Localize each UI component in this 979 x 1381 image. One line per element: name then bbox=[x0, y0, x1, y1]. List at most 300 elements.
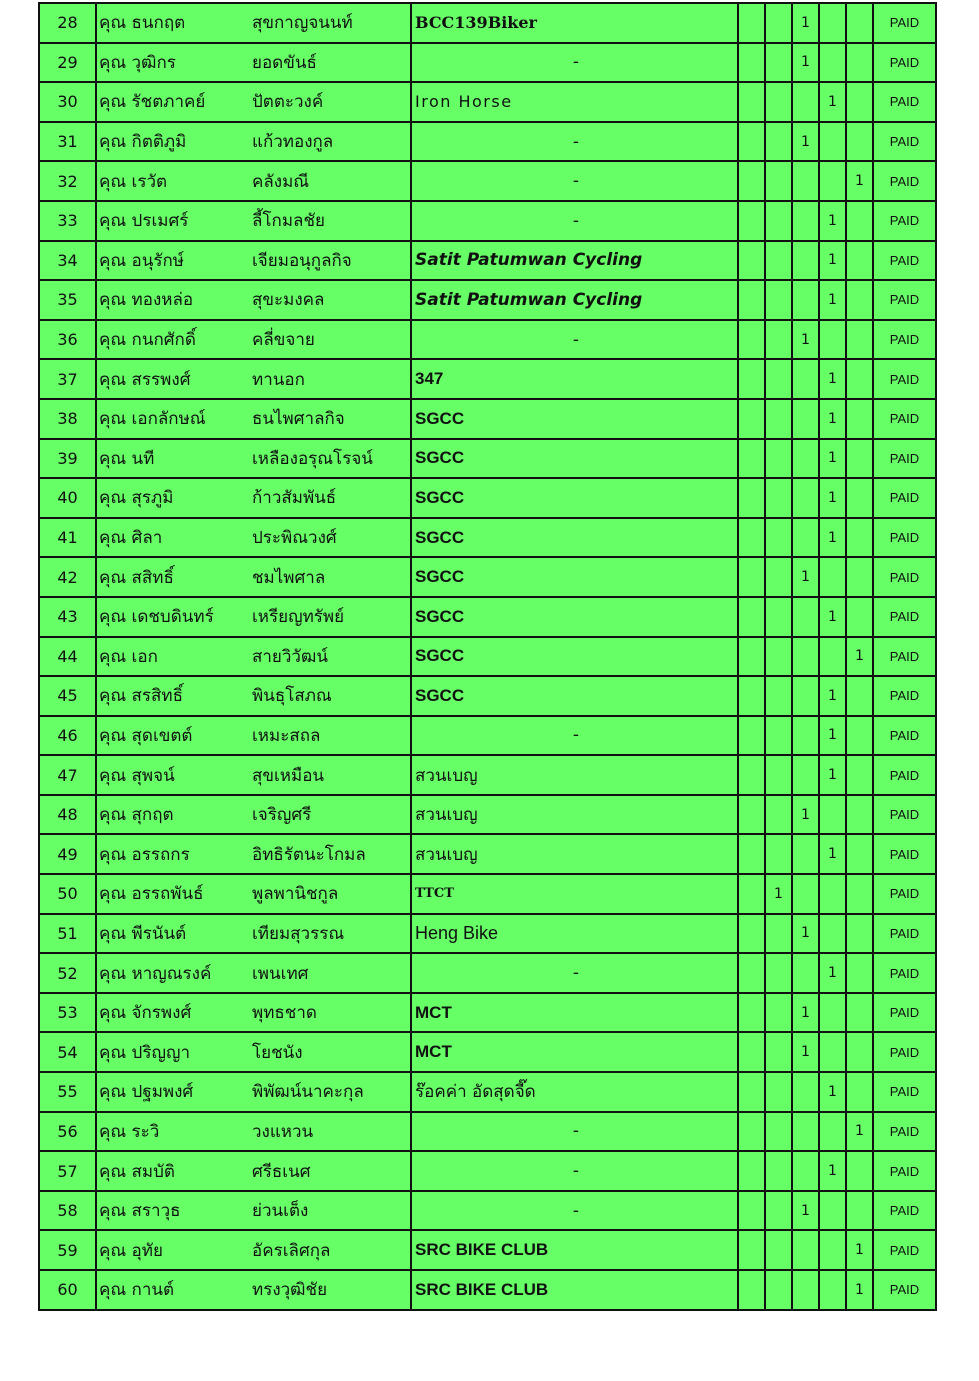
first-name: คุณ สุพจน์ bbox=[96, 755, 248, 795]
table-row bbox=[39, 280, 936, 320]
row-number: 49 bbox=[39, 834, 96, 874]
category-cell bbox=[738, 716, 765, 756]
table-row bbox=[39, 597, 936, 637]
table-row bbox=[39, 82, 936, 122]
table-row bbox=[39, 359, 936, 399]
category-cell bbox=[738, 953, 765, 993]
category-cell bbox=[819, 993, 846, 1033]
first-name: คุณ จักรพงศ์ bbox=[96, 993, 248, 1033]
category-cell bbox=[738, 597, 765, 637]
category-cell bbox=[765, 3, 792, 43]
payment-status: PAID bbox=[873, 874, 936, 914]
category-cell bbox=[765, 161, 792, 201]
category-cell bbox=[738, 399, 765, 439]
category-cell bbox=[846, 1032, 873, 1072]
category-cell bbox=[819, 795, 846, 835]
category-cell bbox=[792, 676, 819, 716]
category-cell bbox=[819, 320, 846, 360]
last-name: เจียมอนุกูลกิจ bbox=[248, 241, 411, 281]
category-cell bbox=[792, 359, 819, 399]
team-name: TTCT bbox=[411, 874, 738, 914]
category-cell bbox=[738, 161, 765, 201]
row-number: 52 bbox=[39, 953, 96, 993]
category-cell: 1 bbox=[765, 874, 792, 914]
payment-status: PAID bbox=[873, 1032, 936, 1072]
first-name: คุณ หาญณรงค์ bbox=[96, 953, 248, 993]
category-cell: 1 bbox=[792, 43, 819, 83]
category-cell bbox=[792, 439, 819, 479]
team-name: Satit Patumwan Cycling bbox=[411, 241, 738, 281]
category-cell: 1 bbox=[819, 1151, 846, 1191]
last-name: พิพัฒน์นาคะกุล bbox=[248, 1072, 411, 1112]
category-cell bbox=[765, 1112, 792, 1152]
payment-status: PAID bbox=[873, 280, 936, 320]
first-name: คุณ ปรเมศร์ bbox=[96, 201, 248, 241]
team-name: - bbox=[411, 953, 738, 993]
payment-status: PAID bbox=[873, 161, 936, 201]
payment-status: PAID bbox=[873, 953, 936, 993]
table-row bbox=[39, 43, 936, 83]
category-cell bbox=[846, 755, 873, 795]
row-number: 43 bbox=[39, 597, 96, 637]
first-name: คุณ ทองหล่อ bbox=[96, 280, 248, 320]
category-cell bbox=[792, 201, 819, 241]
category-cell bbox=[738, 795, 765, 835]
payment-status: PAID bbox=[873, 637, 936, 677]
row-number: 33 bbox=[39, 201, 96, 241]
row-number: 48 bbox=[39, 795, 96, 835]
category-cell: 1 bbox=[819, 1072, 846, 1112]
team-name: - bbox=[411, 122, 738, 162]
category-cell bbox=[792, 82, 819, 122]
table-row bbox=[39, 399, 936, 439]
row-number: 30 bbox=[39, 82, 96, 122]
last-name: ลี้โกมลชัย bbox=[248, 201, 411, 241]
category-cell bbox=[792, 755, 819, 795]
category-cell bbox=[846, 82, 873, 122]
payment-status: PAID bbox=[873, 122, 936, 162]
category-cell bbox=[738, 637, 765, 677]
last-name: เจริญศรี bbox=[248, 795, 411, 835]
category-cell bbox=[765, 359, 792, 399]
category-cell: 1 bbox=[819, 716, 846, 756]
payment-status: PAID bbox=[873, 1191, 936, 1231]
category-cell: 1 bbox=[819, 755, 846, 795]
payment-status: PAID bbox=[873, 359, 936, 399]
first-name: คุณ กิตติภูมิ bbox=[96, 122, 248, 162]
row-number: 39 bbox=[39, 439, 96, 479]
category-cell bbox=[765, 1151, 792, 1191]
table-row bbox=[39, 637, 936, 677]
team-name: SGCC bbox=[411, 557, 738, 597]
table-row bbox=[39, 518, 936, 558]
table-row bbox=[39, 3, 936, 43]
last-name: เหรียญทรัพย์ bbox=[248, 597, 411, 637]
category-cell: 1 bbox=[819, 478, 846, 518]
first-name: คุณ สุรภูมิ bbox=[96, 478, 248, 518]
category-cell bbox=[846, 716, 873, 756]
last-name: สายวิวัฒน์ bbox=[248, 637, 411, 677]
payment-status: PAID bbox=[873, 1230, 936, 1270]
category-cell bbox=[738, 1270, 765, 1310]
payment-status: PAID bbox=[873, 320, 936, 360]
category-cell bbox=[819, 3, 846, 43]
payment-status: PAID bbox=[873, 3, 936, 43]
team-name: SGCC bbox=[411, 518, 738, 558]
payment-status: PAID bbox=[873, 82, 936, 122]
last-name: ทานอก bbox=[248, 359, 411, 399]
category-cell bbox=[846, 993, 873, 1033]
last-name: อิทธิรัตนะโกมล bbox=[248, 834, 411, 874]
payment-status: PAID bbox=[873, 518, 936, 558]
category-cell bbox=[738, 1032, 765, 1072]
category-cell bbox=[819, 637, 846, 677]
table-row bbox=[39, 1191, 936, 1231]
table-row bbox=[39, 1032, 936, 1072]
category-cell bbox=[819, 1270, 846, 1310]
category-cell bbox=[819, 161, 846, 201]
category-cell: 1 bbox=[819, 82, 846, 122]
category-cell bbox=[846, 43, 873, 83]
row-number: 59 bbox=[39, 1230, 96, 1270]
table-row bbox=[39, 795, 936, 835]
last-name: ทรงวุฒิชัย bbox=[248, 1270, 411, 1310]
first-name: คุณ อรรถกร bbox=[96, 834, 248, 874]
category-cell: 1 bbox=[792, 557, 819, 597]
category-cell: 1 bbox=[819, 439, 846, 479]
payment-status: PAID bbox=[873, 201, 936, 241]
category-cell: 1 bbox=[819, 399, 846, 439]
category-cell bbox=[765, 1032, 792, 1072]
team-name: SRC BIKE CLUB bbox=[411, 1270, 738, 1310]
team-name: Satit Patumwan Cycling bbox=[411, 280, 738, 320]
last-name: วงแหวน bbox=[248, 1112, 411, 1152]
team-name: SGCC bbox=[411, 676, 738, 716]
category-cell bbox=[765, 201, 792, 241]
category-cell bbox=[738, 518, 765, 558]
row-number: 42 bbox=[39, 557, 96, 597]
table-row bbox=[39, 201, 936, 241]
category-cell: 1 bbox=[792, 1191, 819, 1231]
table-row bbox=[39, 122, 936, 162]
last-name: คลี่ขจาย bbox=[248, 320, 411, 360]
row-number: 31 bbox=[39, 122, 96, 162]
first-name: คุณ ระวิ bbox=[96, 1112, 248, 1152]
category-cell bbox=[792, 518, 819, 558]
category-cell bbox=[738, 676, 765, 716]
last-name: อัครเลิศกุล bbox=[248, 1230, 411, 1270]
category-cell bbox=[846, 3, 873, 43]
category-cell bbox=[846, 241, 873, 281]
category-cell bbox=[765, 43, 792, 83]
category-cell bbox=[846, 280, 873, 320]
last-name: โยชนัง bbox=[248, 1032, 411, 1072]
category-cell bbox=[738, 241, 765, 281]
category-cell bbox=[765, 518, 792, 558]
category-cell bbox=[765, 1230, 792, 1270]
row-number: 60 bbox=[39, 1270, 96, 1310]
row-number: 37 bbox=[39, 359, 96, 399]
payment-status: PAID bbox=[873, 597, 936, 637]
row-number: 40 bbox=[39, 478, 96, 518]
payment-status: PAID bbox=[873, 834, 936, 874]
last-name: สุขเหมือน bbox=[248, 755, 411, 795]
category-cell bbox=[792, 1072, 819, 1112]
category-cell bbox=[738, 280, 765, 320]
row-number: 28 bbox=[39, 3, 96, 43]
team-name: BCC139Biker bbox=[411, 3, 738, 43]
category-cell: 1 bbox=[792, 1032, 819, 1072]
category-cell bbox=[765, 914, 792, 954]
category-cell bbox=[819, 557, 846, 597]
row-number: 46 bbox=[39, 716, 96, 756]
category-cell bbox=[738, 3, 765, 43]
category-cell bbox=[819, 1191, 846, 1231]
row-number: 35 bbox=[39, 280, 96, 320]
category-cell bbox=[765, 478, 792, 518]
category-cell: 1 bbox=[846, 161, 873, 201]
team-name: SGCC bbox=[411, 439, 738, 479]
first-name: คุณ สสิทธิ์ bbox=[96, 557, 248, 597]
category-cell bbox=[765, 1191, 792, 1231]
category-cell: 1 bbox=[846, 1270, 873, 1310]
category-cell bbox=[738, 478, 765, 518]
table-row bbox=[39, 953, 936, 993]
category-cell bbox=[765, 637, 792, 677]
category-cell bbox=[846, 795, 873, 835]
category-cell bbox=[738, 1151, 765, 1191]
first-name: คุณ สุกฤต bbox=[96, 795, 248, 835]
first-name: คุณ นที bbox=[96, 439, 248, 479]
payment-status: PAID bbox=[873, 399, 936, 439]
first-name: คุณ เอกลักษณ์ bbox=[96, 399, 248, 439]
team-name: SGCC bbox=[411, 399, 738, 439]
team-name: - bbox=[411, 1112, 738, 1152]
row-number: 55 bbox=[39, 1072, 96, 1112]
row-number: 44 bbox=[39, 637, 96, 677]
table-row bbox=[39, 1270, 936, 1310]
category-cell bbox=[846, 399, 873, 439]
team-name: - bbox=[411, 320, 738, 360]
last-name: พุทธชาด bbox=[248, 993, 411, 1033]
category-cell bbox=[846, 359, 873, 399]
category-cell: 1 bbox=[819, 597, 846, 637]
payment-status: PAID bbox=[873, 755, 936, 795]
first-name: คุณ อุทัย bbox=[96, 1230, 248, 1270]
category-cell bbox=[846, 518, 873, 558]
category-cell bbox=[846, 122, 873, 162]
team-name: SGCC bbox=[411, 637, 738, 677]
team-name: - bbox=[411, 43, 738, 83]
last-name: ยอดขันธ์ bbox=[248, 43, 411, 83]
category-cell bbox=[846, 439, 873, 479]
category-cell bbox=[792, 280, 819, 320]
table-row bbox=[39, 1112, 936, 1152]
category-cell: 1 bbox=[792, 993, 819, 1033]
category-cell: 1 bbox=[792, 914, 819, 954]
first-name: คุณ ปฐมพงศ์ bbox=[96, 1072, 248, 1112]
first-name: คุณ รัชตภาคย์ bbox=[96, 82, 248, 122]
payment-status: PAID bbox=[873, 993, 936, 1033]
category-cell bbox=[738, 557, 765, 597]
last-name: เทียมสุวรรณ bbox=[248, 914, 411, 954]
payment-status: PAID bbox=[873, 241, 936, 281]
first-name: คุณ สรสิทธิ์ bbox=[96, 676, 248, 716]
payment-status: PAID bbox=[873, 795, 936, 835]
last-name: พูลพานิชกูล bbox=[248, 874, 411, 914]
category-cell bbox=[765, 320, 792, 360]
team-name: MCT bbox=[411, 1032, 738, 1072]
category-cell bbox=[792, 637, 819, 677]
category-cell bbox=[738, 993, 765, 1033]
first-name: คุณ สรรพงศ์ bbox=[96, 359, 248, 399]
team-name: SGCC bbox=[411, 597, 738, 637]
category-cell bbox=[765, 993, 792, 1033]
row-number: 32 bbox=[39, 161, 96, 201]
category-cell: 1 bbox=[846, 637, 873, 677]
last-name: พินธุโสภณ bbox=[248, 676, 411, 716]
payment-status: PAID bbox=[873, 439, 936, 479]
category-cell: 1 bbox=[819, 834, 846, 874]
team-name: 347 bbox=[411, 359, 738, 399]
category-cell bbox=[792, 1151, 819, 1191]
last-name: แก้วทองกูล bbox=[248, 122, 411, 162]
row-number: 54 bbox=[39, 1032, 96, 1072]
category-cell bbox=[738, 755, 765, 795]
category-cell bbox=[738, 874, 765, 914]
first-name: คุณ พีรนันต์ bbox=[96, 914, 248, 954]
registration-table bbox=[38, 2, 937, 1311]
category-cell bbox=[765, 953, 792, 993]
category-cell bbox=[792, 834, 819, 874]
first-name: คุณ ศิลา bbox=[96, 518, 248, 558]
category-cell bbox=[738, 1230, 765, 1270]
category-cell bbox=[792, 716, 819, 756]
category-cell bbox=[765, 122, 792, 162]
payment-status: PAID bbox=[873, 676, 936, 716]
last-name: ย่วนเต็ง bbox=[248, 1191, 411, 1231]
first-name: คุณ ปริญญา bbox=[96, 1032, 248, 1072]
category-cell: 1 bbox=[819, 280, 846, 320]
category-cell bbox=[846, 478, 873, 518]
category-cell bbox=[738, 1112, 765, 1152]
first-name: คุณ สมบัติ bbox=[96, 1151, 248, 1191]
row-number: 51 bbox=[39, 914, 96, 954]
category-cell: 1 bbox=[819, 953, 846, 993]
category-cell bbox=[819, 1230, 846, 1270]
payment-status: PAID bbox=[873, 1112, 936, 1152]
category-cell bbox=[738, 122, 765, 162]
category-cell bbox=[792, 874, 819, 914]
category-cell bbox=[765, 280, 792, 320]
category-cell bbox=[846, 597, 873, 637]
table-row bbox=[39, 993, 936, 1033]
category-cell bbox=[846, 874, 873, 914]
category-cell bbox=[819, 1032, 846, 1072]
category-cell bbox=[846, 1072, 873, 1112]
category-cell bbox=[846, 914, 873, 954]
first-name: คุณ เรวัต bbox=[96, 161, 248, 201]
row-number: 50 bbox=[39, 874, 96, 914]
category-cell bbox=[819, 43, 846, 83]
last-name: ชมไพศาล bbox=[248, 557, 411, 597]
category-cell: 1 bbox=[819, 518, 846, 558]
payment-status: PAID bbox=[873, 478, 936, 518]
category-cell bbox=[765, 716, 792, 756]
team-name: สวนเบญ bbox=[411, 795, 738, 835]
category-cell bbox=[846, 953, 873, 993]
category-cell bbox=[765, 1072, 792, 1112]
category-cell bbox=[765, 439, 792, 479]
category-cell: 1 bbox=[846, 1230, 873, 1270]
category-cell bbox=[738, 914, 765, 954]
table-row bbox=[39, 716, 936, 756]
category-cell bbox=[765, 557, 792, 597]
row-number: 53 bbox=[39, 993, 96, 1033]
category-cell bbox=[846, 1151, 873, 1191]
category-cell bbox=[819, 874, 846, 914]
category-cell bbox=[738, 320, 765, 360]
last-name: คลังมณี bbox=[248, 161, 411, 201]
category-cell bbox=[765, 676, 792, 716]
table-row bbox=[39, 834, 936, 874]
category-cell bbox=[846, 1191, 873, 1231]
first-name: คุณ ธนกฤต bbox=[96, 3, 248, 43]
first-name: คุณ อนุรักษ์ bbox=[96, 241, 248, 281]
row-number: 58 bbox=[39, 1191, 96, 1231]
last-name: ปัตตะวงค์ bbox=[248, 82, 411, 122]
first-name: คุณ กานต์ bbox=[96, 1270, 248, 1310]
category-cell bbox=[792, 1270, 819, 1310]
category-cell bbox=[792, 597, 819, 637]
last-name: เพนเทศ bbox=[248, 953, 411, 993]
category-cell bbox=[846, 320, 873, 360]
category-cell bbox=[738, 439, 765, 479]
table-row bbox=[39, 755, 936, 795]
category-cell bbox=[846, 557, 873, 597]
category-cell bbox=[765, 597, 792, 637]
category-cell bbox=[819, 914, 846, 954]
first-name: คุณ วุฒิกร bbox=[96, 43, 248, 83]
category-cell bbox=[846, 201, 873, 241]
table-row bbox=[39, 320, 936, 360]
category-cell bbox=[792, 241, 819, 281]
team-name: SGCC bbox=[411, 478, 738, 518]
row-number: 41 bbox=[39, 518, 96, 558]
last-name: ก้าวสัมพันธ์ bbox=[248, 478, 411, 518]
payment-status: PAID bbox=[873, 914, 936, 954]
team-name: - bbox=[411, 161, 738, 201]
row-number: 29 bbox=[39, 43, 96, 83]
category-cell: 1 bbox=[846, 1112, 873, 1152]
last-name: ประพิณวงศ์ bbox=[248, 518, 411, 558]
category-cell bbox=[765, 82, 792, 122]
payment-status: PAID bbox=[873, 1270, 936, 1310]
category-cell bbox=[738, 834, 765, 874]
first-name: คุณ เอก bbox=[96, 637, 248, 677]
team-name: - bbox=[411, 1191, 738, 1231]
category-cell bbox=[738, 359, 765, 399]
payment-status: PAID bbox=[873, 557, 936, 597]
category-cell: 1 bbox=[792, 320, 819, 360]
team-name: - bbox=[411, 716, 738, 756]
category-cell bbox=[792, 1112, 819, 1152]
category-cell: 1 bbox=[792, 795, 819, 835]
category-cell bbox=[765, 834, 792, 874]
category-cell bbox=[792, 478, 819, 518]
category-cell: 1 bbox=[819, 676, 846, 716]
category-cell bbox=[792, 953, 819, 993]
